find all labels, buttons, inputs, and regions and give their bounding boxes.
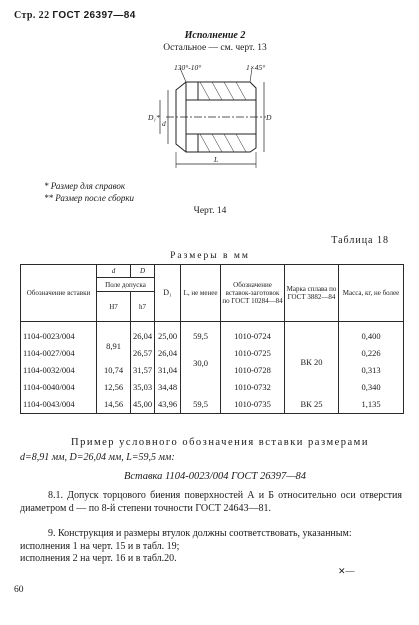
col-h7: h7 [131,292,155,322]
col-mass: Масса, кг, не более [339,265,404,322]
page-header [14,10,136,21]
standard-number: ГОСТ 26397—84 [52,10,136,21]
execution-subtitle: Остальное — см. черт. 13 [163,43,267,53]
cell-D: 31,57 [131,362,155,379]
col-D1: D₁ [155,265,181,322]
cell-blank: 1010-0725 [221,345,285,362]
dimensions-table [20,264,404,414]
table-row [21,396,404,414]
paragraph-9-item1: исполнения 1 на черт. 15 и в табл. 19; [20,540,180,552]
cell-alloy-group1: ВК 20 [285,328,339,396]
cell-mass: 0,340 [339,379,404,396]
cell-designation: 1104-0032/004 [21,362,97,379]
paragraph-8-1: 8.1. Допуск торцового биения поверхностей А и Б относительно оси отверстия диаметром d — по 8-й степени точности ГОСТ 24643—81. [20,490,402,514]
cell-blank: 1010-0728 [221,362,285,379]
D-label: D [266,113,272,122]
paragraph-9-item2: исполнения 2 на черт. 16 и в табл.20. [20,553,177,564]
example-designation: Вставка 1104-0023/004 ГОСТ 26397—84 [123,471,307,482]
cell-designation: 1104-0027/004 [21,345,97,362]
col-D: D [131,265,155,278]
cell-D1: 34,48 [155,379,181,396]
cell-alloy-group2: ВК 25 [285,396,339,414]
cell-D: 26,57 [131,345,155,362]
cell-blank: 1010-0724 [221,328,285,345]
cell-d: 10,74 [97,362,131,379]
cell-d: 12,56 [97,379,131,396]
example-title: Пример условного обозначения вставки размерами [71,437,369,448]
cell-D1: 31,04 [155,362,181,379]
col-d: d [97,265,131,278]
cell-designation: 1104-0043/004 [21,396,97,414]
angle-label: 130°-10° [174,63,202,72]
col-H7: H7 [97,292,131,322]
cell-mass: 0,313 [339,362,404,379]
page-number: 60 [14,585,24,595]
table-number: Таблица 18 [331,235,389,246]
table-row [21,362,404,379]
figure-caption: Черт. 14 [193,206,227,216]
col-tolerance-field: Поле допуска [97,278,155,292]
cell-L: 59,5 [181,328,221,345]
cell-mass: 0,400 [339,328,404,345]
cell-D: 35,03 [131,379,155,396]
cell-blank: 1010-0735 [221,396,285,414]
cell-D: 45,00 [131,396,155,414]
col-L: L, не менее [181,265,221,322]
d-label: d [162,119,166,128]
L-label: L [214,155,219,164]
cell-designation: 1104-0040/004 [21,379,97,396]
paragraph-9-intro: 9. Конструкция и размеры втулок должны соответствовать, указанным: [48,528,352,539]
cell-D1: 43,96 [155,396,181,414]
note-after-assembly: ** Размер после сборки [44,193,135,203]
page-label: Стр. 22 [14,10,50,21]
table-row [21,379,404,396]
cell-designation: 1104-0023/004 [21,328,97,345]
notes [44,180,134,204]
execution-title: Исполнение 2 [184,30,246,41]
example-line: d=8,91 мм, D=26,04 мм, L=59,5 мм: [20,452,175,463]
cell-d: 14,56 [97,396,131,414]
paragraph-9 [20,528,402,566]
cell-blank: 1010-0732 [221,379,285,396]
col-alloy: Марка сплава по ГОСТ 3882—84 [285,265,339,322]
d1-label: D₁* [148,113,160,122]
cell-L: 30,0 [181,354,221,371]
cell-L [181,379,221,396]
technical-drawing [140,62,280,174]
cell-D1: 26,04 [155,345,181,362]
cell-L: 59,5 [181,396,221,414]
cell-d: 8,91 [97,337,131,354]
cell-mass: 1,135 [339,396,404,414]
note-reference: * Размер для справок [44,181,126,191]
table-row [21,328,404,345]
chamfer-label: 1×45° [246,63,266,72]
sizes-caption: Размеры в мм [170,251,250,261]
col-blank: Обозначение вставок-заготовок по ГОСТ 10284—84 [221,265,285,322]
cell-D: 26,04 [131,328,155,345]
col-designation: Обозначение вставки [21,265,97,322]
cell-mass: 0,226 [339,345,404,362]
margin-mark: ✕— [338,566,355,576]
cell-D1: 25,00 [155,328,181,345]
